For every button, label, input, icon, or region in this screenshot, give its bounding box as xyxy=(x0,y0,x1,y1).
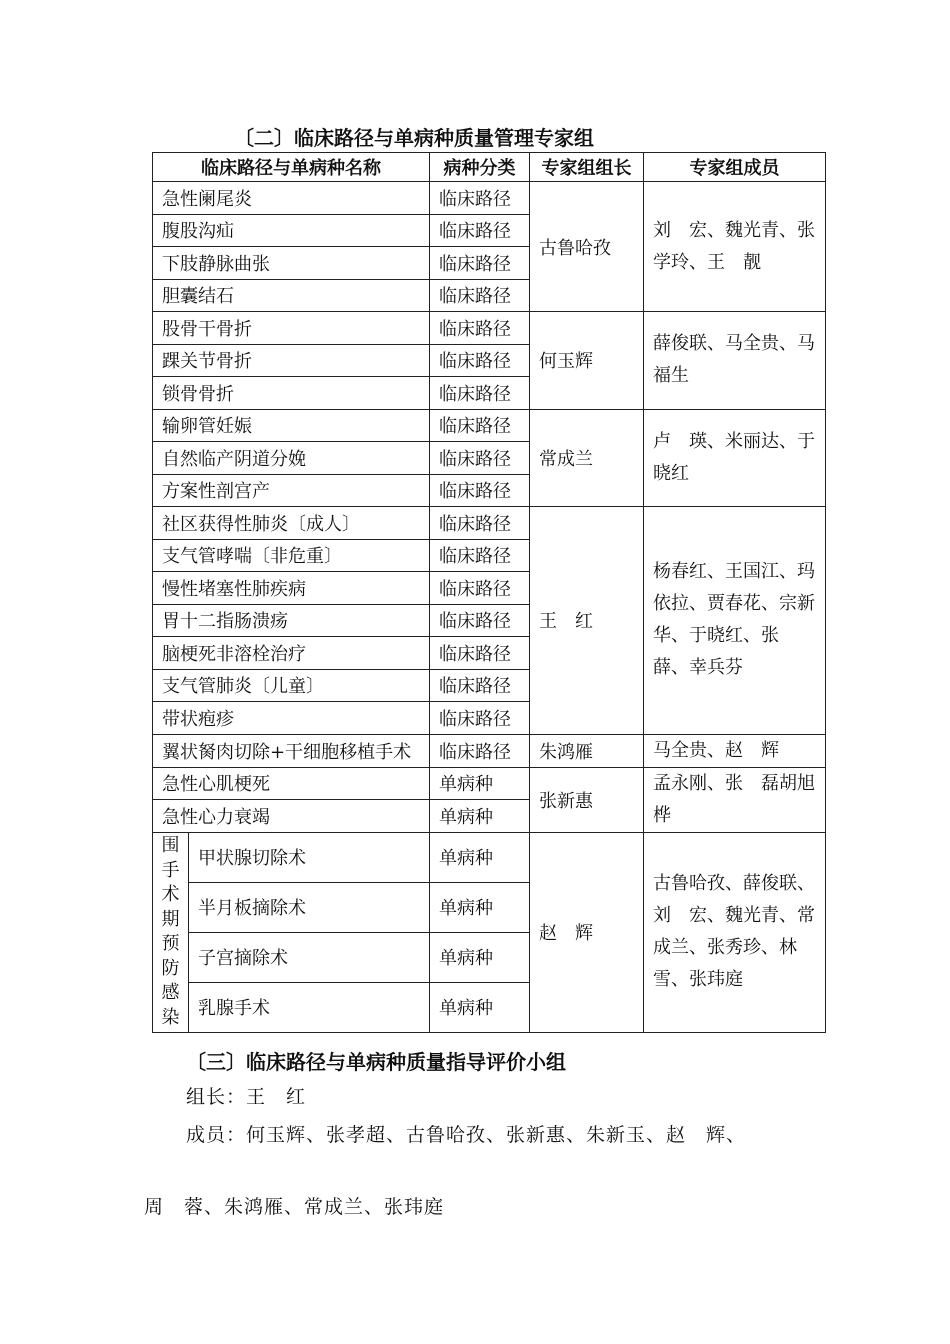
category-cell: 单病种 xyxy=(430,767,530,800)
category-cell: 临床路径 xyxy=(430,214,530,247)
table-header-row xyxy=(153,153,826,182)
table-row xyxy=(153,832,826,882)
section3-members-line2: 周 蓉、朱鸿雁、常成兰、张玮庭 xyxy=(144,1196,445,1218)
table-row xyxy=(153,734,826,767)
disease-name-cell: 乳腺手术 xyxy=(189,982,430,1032)
category-cell: 临床路径 xyxy=(430,702,530,735)
disease-name-cell: 支气管哮喘〔非危重〕 xyxy=(153,539,430,572)
members-cell: 杨春红、王国江、玛依拉、贾春花、宗新华、于晓红、张 薛、幸兵芬 xyxy=(644,507,826,735)
disease-name-cell: 踝关节骨折 xyxy=(153,344,430,377)
table-row xyxy=(153,409,826,442)
category-cell: 临床路径 xyxy=(430,442,530,475)
category-cell: 单病种 xyxy=(430,932,530,982)
disease-name-cell: 急性心力衰竭 xyxy=(153,800,430,833)
leader-cell: 王 红 xyxy=(530,507,644,735)
category-cell: 临床路径 xyxy=(430,474,530,507)
category-cell: 临床路径 xyxy=(430,539,530,572)
disease-name-cell: 子宫摘除术 xyxy=(189,932,430,982)
disease-name-cell: 急性阑尾炎 xyxy=(153,182,430,215)
members-cell: 孟永刚、张 磊胡旭桦 xyxy=(644,767,826,832)
section3-title: 〔三〕临床路径与单病种质量指导评价小组 xyxy=(186,1050,566,1074)
surgery-category-label: 围手术期预防感染 xyxy=(153,832,189,1032)
members-cell: 卢 瑛、米丽达、于晓红 xyxy=(644,409,826,507)
disease-name-cell: 自然临产阴道分娩 xyxy=(153,442,430,475)
disease-name-cell: 锁骨骨折 xyxy=(153,377,430,410)
header-disease-name: 临床路径与单病种名称 xyxy=(153,153,430,182)
category-cell: 临床路径 xyxy=(430,669,530,702)
disease-name-cell: 脑梗死非溶栓治疗 xyxy=(153,637,430,670)
section3-leader-line: 组长：王 红 xyxy=(186,1086,307,1108)
disease-name-cell: 社区获得性肺炎〔成人〕 xyxy=(153,507,430,540)
disease-name-cell: 胆囊结石 xyxy=(153,279,430,312)
disease-name-cell: 支气管肺炎〔儿童〕 xyxy=(153,669,430,702)
disease-name-cell: 急性心肌梗死 xyxy=(153,767,430,800)
leader-cell: 张新惠 xyxy=(530,767,644,832)
category-cell: 临床路径 xyxy=(430,637,530,670)
disease-name-cell: 下肢静脉曲张 xyxy=(153,247,430,280)
header-leader: 专家组组长 xyxy=(530,153,644,182)
leader-cell: 赵 辉 xyxy=(530,832,644,1032)
members-cell: 古鲁哈孜、薛俊联、刘 宏、魏光青、常成兰、张秀珍、林 雪、张玮庭 xyxy=(644,832,826,1032)
disease-name-cell: 甲状腺切除术 xyxy=(189,832,430,882)
table-row xyxy=(153,182,826,215)
category-cell: 临床路径 xyxy=(430,377,530,410)
members-cell: 薛俊联、马全贵、马福生 xyxy=(644,312,826,410)
disease-name-cell: 股骨干骨折 xyxy=(153,312,430,345)
disease-name-cell: 胃十二指肠溃疡 xyxy=(153,604,430,637)
disease-name-cell: 腹股沟疝 xyxy=(153,214,430,247)
category-cell: 单病种 xyxy=(430,982,530,1032)
leader-cell: 何玉辉 xyxy=(530,312,644,410)
category-cell: 临床路径 xyxy=(430,409,530,442)
category-cell: 临床路径 xyxy=(430,572,530,605)
section2-title: 〔二〕临床路径与单病种质量管理专家组 xyxy=(234,126,594,150)
leader-cell: 朱鸿雁 xyxy=(530,734,644,767)
disease-name-cell: 方案性剖宫产 xyxy=(153,474,430,507)
table-row xyxy=(153,767,826,800)
category-cell: 临床路径 xyxy=(430,344,530,377)
disease-name-cell: 半月板摘除术 xyxy=(189,882,430,932)
leader-cell: 常成兰 xyxy=(530,409,644,507)
disease-name-cell: 翼状胬肉切除+干细胞移植手术 xyxy=(153,734,430,767)
header-category: 病种分类 xyxy=(430,153,530,182)
category-cell: 临床路径 xyxy=(430,312,530,345)
category-cell: 临床路径 xyxy=(430,182,530,215)
members-cell: 刘 宏、魏光青、张学玲、王 靓 xyxy=(644,182,826,312)
expert-group-table xyxy=(152,152,826,1033)
category-cell: 临床路径 xyxy=(430,604,530,637)
category-cell: 临床路径 xyxy=(430,507,530,540)
disease-name-cell: 带状疱疹 xyxy=(153,702,430,735)
category-cell: 单病种 xyxy=(430,832,530,882)
category-cell: 单病种 xyxy=(430,800,530,833)
category-cell: 单病种 xyxy=(430,882,530,932)
category-cell: 临床路径 xyxy=(430,279,530,312)
table-row xyxy=(153,507,826,540)
disease-name-cell: 输卵管妊娠 xyxy=(153,409,430,442)
members-cell: 马全贵、赵 辉 xyxy=(644,734,826,767)
category-cell: 临床路径 xyxy=(430,734,530,767)
table-body xyxy=(153,182,826,1033)
table-row xyxy=(153,312,826,345)
section3-members-line1: 成员：何玉辉、张孝超、古鲁哈孜、张新惠、朱新玉、赵 辉、 xyxy=(186,1124,747,1146)
category-cell: 临床路径 xyxy=(430,247,530,280)
disease-name-cell: 慢性堵塞性肺疾病 xyxy=(153,572,430,605)
header-members: 专家组成员 xyxy=(644,153,826,182)
leader-cell: 古鲁哈孜 xyxy=(530,182,644,312)
